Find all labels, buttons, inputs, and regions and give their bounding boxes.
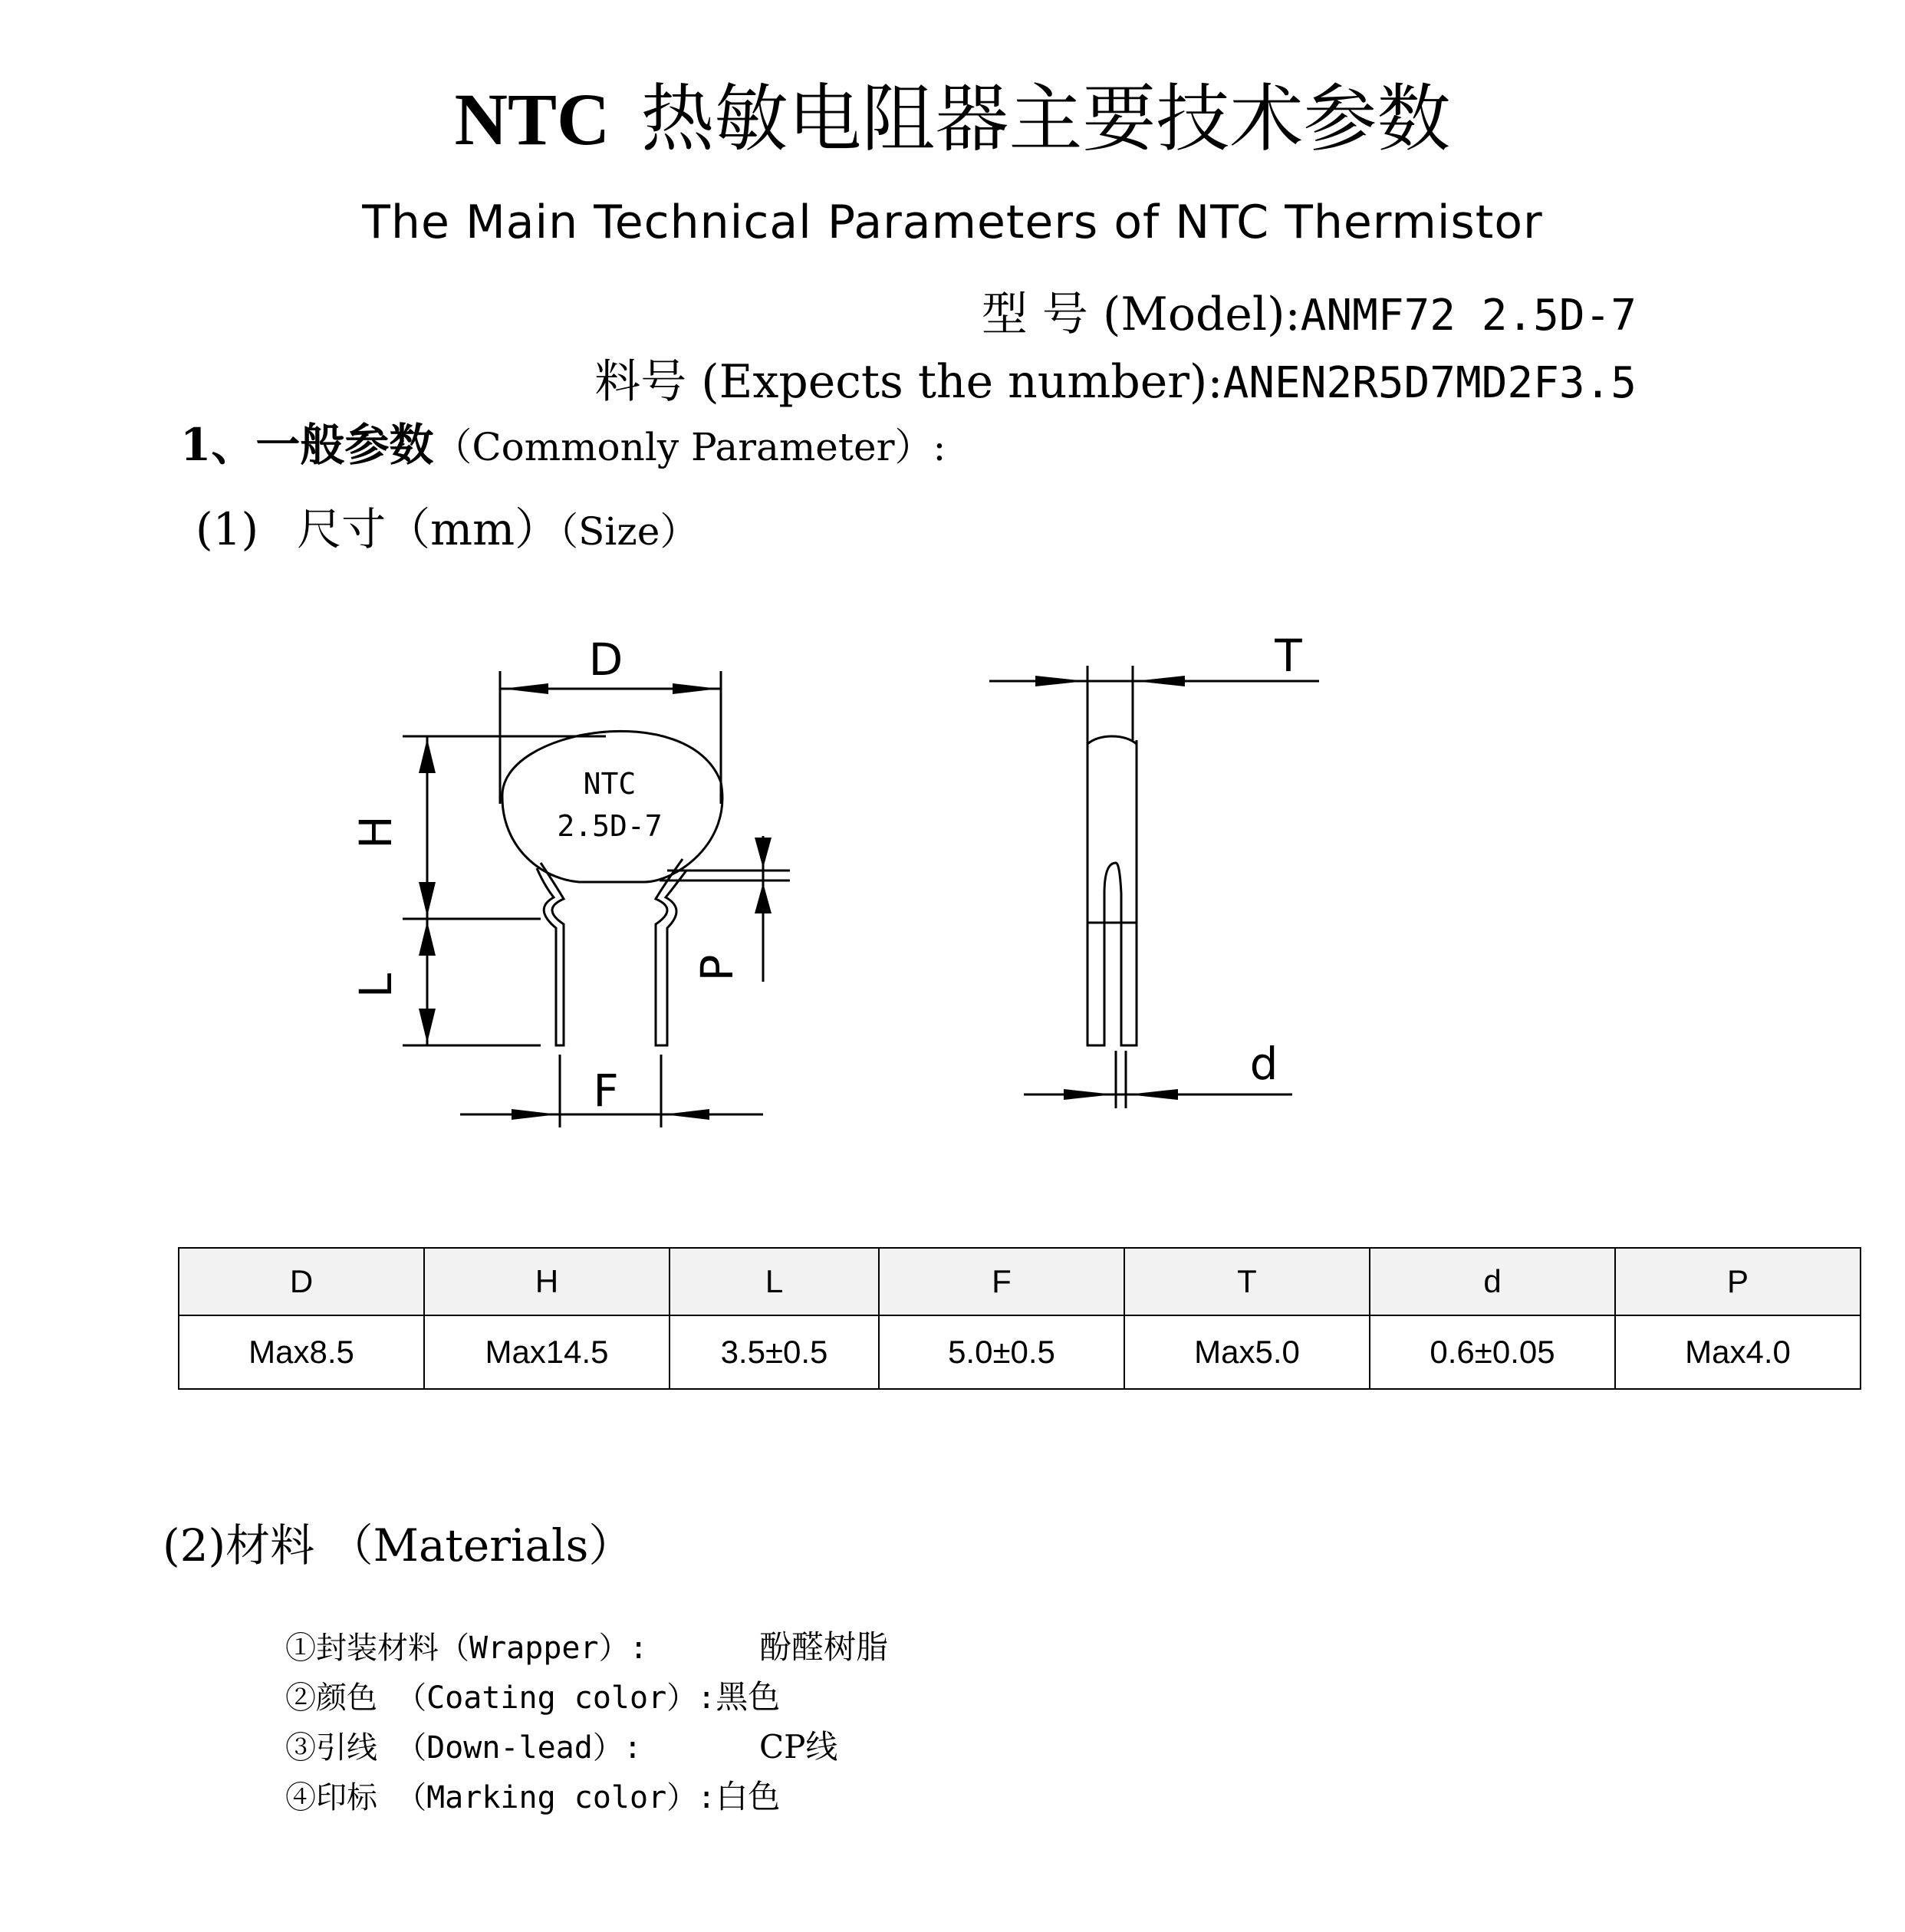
body-text-ntc: NTC: [583, 767, 637, 801]
label-d-small: d: [1249, 1038, 1278, 1090]
section1-title: 1、一般参数: [180, 419, 434, 471]
size-text: 尺寸（mm）: [297, 503, 560, 555]
side-body-top: [1087, 736, 1137, 744]
material-item: [285, 1674, 780, 1721]
label-h: H: [350, 815, 402, 849]
label-l: L: [350, 973, 402, 999]
value-cell: 3.5±0.5: [670, 1315, 879, 1389]
model-line: [982, 284, 1637, 347]
label-p: P: [691, 954, 743, 982]
material-value: 白色: [716, 1778, 781, 1815]
header-cell: T: [1124, 1248, 1370, 1315]
side-body-outline: [1087, 740, 1137, 1045]
header-cell: P: [1615, 1248, 1861, 1315]
value-cell: Max14.5: [424, 1315, 670, 1389]
material-value: CP线: [759, 1728, 838, 1766]
table-header-row: [179, 1248, 1861, 1315]
material-label: ②颜色 （Coating color）:: [285, 1680, 716, 1716]
part-number-label: 料号 (Expects the number):: [594, 355, 1223, 409]
material-label: ③引线 （Down-lead）:: [285, 1730, 642, 1766]
table-row: [179, 1315, 1861, 1389]
part-number-line: [594, 351, 1637, 414]
lead-right: [656, 859, 686, 1045]
material-label: ①封装材料（Wrapper）:: [285, 1631, 648, 1666]
header-cell: D: [179, 1248, 424, 1315]
page-title: [0, 73, 1905, 166]
model-value: ANMF72 2.5D-7: [1300, 291, 1637, 341]
title-chinese: 热敏电阻器主要技术参数: [640, 76, 1451, 162]
front-view: [403, 671, 790, 1127]
value-cell: 0.6±0.05: [1370, 1315, 1615, 1389]
body-text-model: 2.5D-7: [557, 809, 663, 843]
section1-subtitle: （Commonly Parameter）:: [433, 425, 946, 469]
header-cell: F: [879, 1248, 1124, 1315]
header-cell: L: [670, 1248, 879, 1315]
material-item: [285, 1724, 837, 1771]
material-label: ④印标 （Marking color）:: [285, 1780, 716, 1815]
header-cell: d: [1370, 1248, 1615, 1315]
title-prefix: NTC: [454, 78, 610, 160]
size-num: (1): [196, 503, 259, 555]
dimension-table: [178, 1247, 1861, 1390]
material-item: [285, 1624, 888, 1671]
label-f: F: [593, 1065, 619, 1117]
size-sub: （Size）: [559, 509, 699, 554]
model-label: 型 号 (Model):: [981, 288, 1301, 341]
thermistor-body: [502, 731, 722, 882]
materials-heading: (2)材料 （Materials）: [163, 1519, 633, 1572]
value-cell: Max5.0: [1124, 1315, 1370, 1389]
label-t: T: [1275, 630, 1302, 682]
section1-heading: [180, 414, 946, 478]
part-number-value: ANEN2R5D7MD2F3.5: [1222, 358, 1637, 408]
material-item: [285, 1774, 780, 1821]
material-value: 黑色: [716, 1678, 781, 1716]
label-d: D: [588, 634, 623, 686]
value-cell: Max8.5: [179, 1315, 424, 1389]
value-cell: 5.0±0.5: [879, 1315, 1124, 1389]
header-cell: H: [424, 1248, 670, 1315]
page-subtitle: The Main Technical Parameters of NTC Thermistor: [362, 196, 1543, 249]
material-value: 酚醛树脂: [759, 1628, 889, 1666]
size-heading: [196, 499, 698, 562]
dimension-diagram: [0, 598, 1905, 1181]
lead-left: [537, 863, 564, 1045]
value-cell: Max4.0: [1615, 1315, 1861, 1389]
